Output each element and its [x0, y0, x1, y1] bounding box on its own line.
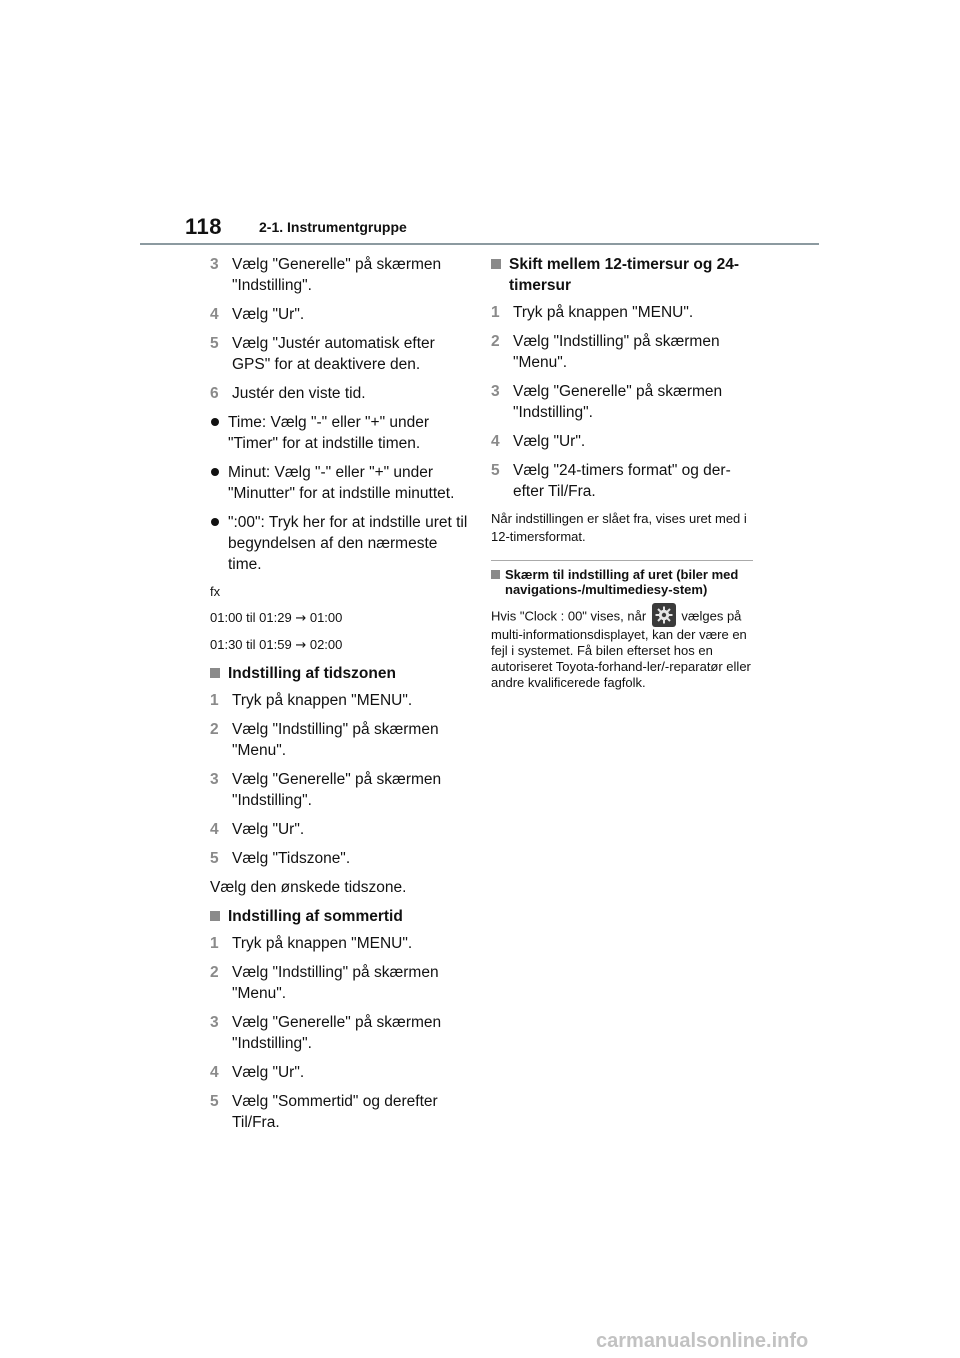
summer-heading: Indstilling af sommertid: [210, 906, 472, 927]
note-heading: Skærm til indstilling af uret (biler med navigations-/multimediesy-stem): [491, 567, 753, 597]
right-column: [491, 254, 753, 691]
step-item: [491, 381, 753, 423]
step-item: [210, 719, 472, 761]
arrow-icon: →: [295, 611, 307, 626]
square-bullet-icon: [210, 911, 220, 921]
gear-icon: [652, 603, 676, 627]
format-heading: Skift mellem 12-timersur og 24-timersur: [491, 254, 753, 296]
step-number: 4: [210, 821, 219, 838]
step-item: [210, 383, 472, 404]
square-bullet-icon: [491, 570, 500, 579]
step-text: Vælg "Sommertid" og derefter Til/Fra.: [232, 1093, 438, 1131]
step-text: Vælg "Ur".: [232, 821, 305, 838]
step-text: Vælg "Justér automatisk efter GPS" for at deaktivere den.: [232, 335, 435, 373]
bullet-text: ":00": Tryk her for at indstille uret til begyndelsen af den nærmeste time.: [228, 514, 468, 573]
timezone-heading: Indstilling af tidszonen: [210, 663, 472, 684]
step-text: Vælg "Generelle" på skærmen "Indstilling".: [232, 256, 442, 294]
example-from: 01:00 til 01:29: [210, 610, 292, 625]
step-number: 3: [210, 771, 219, 788]
header-divider: [140, 243, 819, 245]
bullet-item: [210, 512, 472, 575]
step-text: Vælg "Tidszone".: [232, 850, 351, 867]
step-item: [491, 302, 753, 323]
example-row: [210, 609, 472, 628]
step-item: [210, 848, 472, 869]
example-row: [210, 636, 472, 655]
step-number: 3: [210, 1014, 219, 1031]
timezone-after-text: Vælg den ønskede tidszone.: [210, 879, 407, 896]
step-text: Justér den viste tid.: [232, 385, 366, 402]
step-number: 5: [210, 850, 219, 867]
bullet-dot-icon: [211, 418, 219, 426]
step-text: Vælg "Ur".: [232, 306, 305, 323]
step-number: 4: [491, 433, 500, 450]
step-item: [210, 1012, 472, 1054]
step-text: Vælg "Indstilling" på skærmen "Menu".: [232, 964, 439, 1002]
step-item: [210, 690, 472, 711]
step-text: Tryk på knappen "MENU".: [513, 304, 694, 321]
step-number: 1: [210, 692, 219, 709]
step-number: 2: [210, 721, 219, 738]
step-number: 5: [210, 335, 219, 352]
example-to: 02:00: [309, 637, 343, 652]
bullet-item: [210, 462, 472, 504]
bullet-text: Minut: Vælg "-" eller "+" under "Minutter" for at indstille minuttet.: [228, 464, 455, 502]
step-number: 4: [210, 1064, 219, 1081]
format-after-text: Når indstillingen er slået fra, vises uret med i 12-timersformat.: [491, 511, 747, 544]
step-item: [210, 819, 472, 840]
note-text-after: vælges på multi-informationsdisplayet, kan der være en fejl i systemet. Få bilen efterset hos en autoriseret Toyota-forhand-ler/-reparatør eller andre kvalificerede fagfolk.: [491, 608, 751, 690]
step-text: Vælg "Generelle" på skærmen "Indstilling".: [232, 771, 442, 809]
section-title: 2-1. Instrumentgruppe: [259, 219, 407, 235]
step-text: Vælg "24-timers format" og der-efter Til/Fra.: [513, 462, 731, 500]
watermark: carmanualsonline.info: [596, 1330, 809, 1352]
step-text: Vælg "Generelle" på skærmen "Indstilling".: [513, 383, 723, 421]
step-text: Vælg "Generelle" på skærmen "Indstilling".: [232, 1014, 442, 1052]
step-item: [210, 1091, 472, 1133]
note-body: [491, 607, 753, 691]
note-divider: [491, 560, 753, 561]
step-text: Vælg "Indstilling" på skærmen "Menu".: [232, 721, 439, 759]
bullet-dot-icon: [211, 468, 219, 476]
step-number: 1: [210, 935, 219, 952]
step-item: [210, 254, 472, 296]
step-number: 1: [491, 304, 500, 321]
step-number: 3: [210, 256, 219, 273]
example-from: 01:30 til 01:59: [210, 637, 292, 652]
square-bullet-icon: [491, 259, 501, 269]
page-number: 118: [185, 214, 222, 239]
example-to: 01:00: [309, 610, 343, 625]
step-number: 2: [491, 333, 500, 350]
bullet-item: [210, 412, 472, 454]
step-item: [210, 933, 472, 954]
step-number: 4: [210, 306, 219, 323]
step-text: Vælg "Indstilling" på skærmen "Menu".: [513, 333, 720, 371]
step-text: Tryk på knappen "MENU".: [232, 935, 413, 952]
step-item: [210, 1062, 472, 1083]
square-bullet-icon: [210, 668, 220, 678]
step-text: Tryk på knappen "MENU".: [232, 692, 413, 709]
example-label: fx: [210, 584, 221, 599]
step-item: [210, 333, 472, 375]
step-number: 5: [210, 1093, 219, 1110]
note-text-before: Hvis "Clock : 00" vises, når: [491, 608, 647, 624]
step-item: [491, 460, 753, 502]
step-number: 5: [491, 462, 500, 479]
step-number: 2: [210, 964, 219, 981]
step-text: Vælg "Ur".: [232, 1064, 305, 1081]
page-header: [0, 0, 960, 248]
arrow-icon: →: [295, 638, 307, 653]
left-column: [210, 254, 472, 1141]
step-text: Vælg "Ur".: [513, 433, 586, 450]
step-number: 6: [210, 385, 219, 402]
step-item: [210, 962, 472, 1004]
step-item: [491, 431, 753, 452]
step-item: [210, 304, 472, 325]
step-item: [210, 769, 472, 811]
bullet-text: Time: Vælg "-" eller "+" under "Timer" for at indstille timen.: [228, 414, 430, 452]
step-number: 3: [491, 383, 500, 400]
bullet-dot-icon: [211, 518, 219, 526]
step-item: [491, 331, 753, 373]
